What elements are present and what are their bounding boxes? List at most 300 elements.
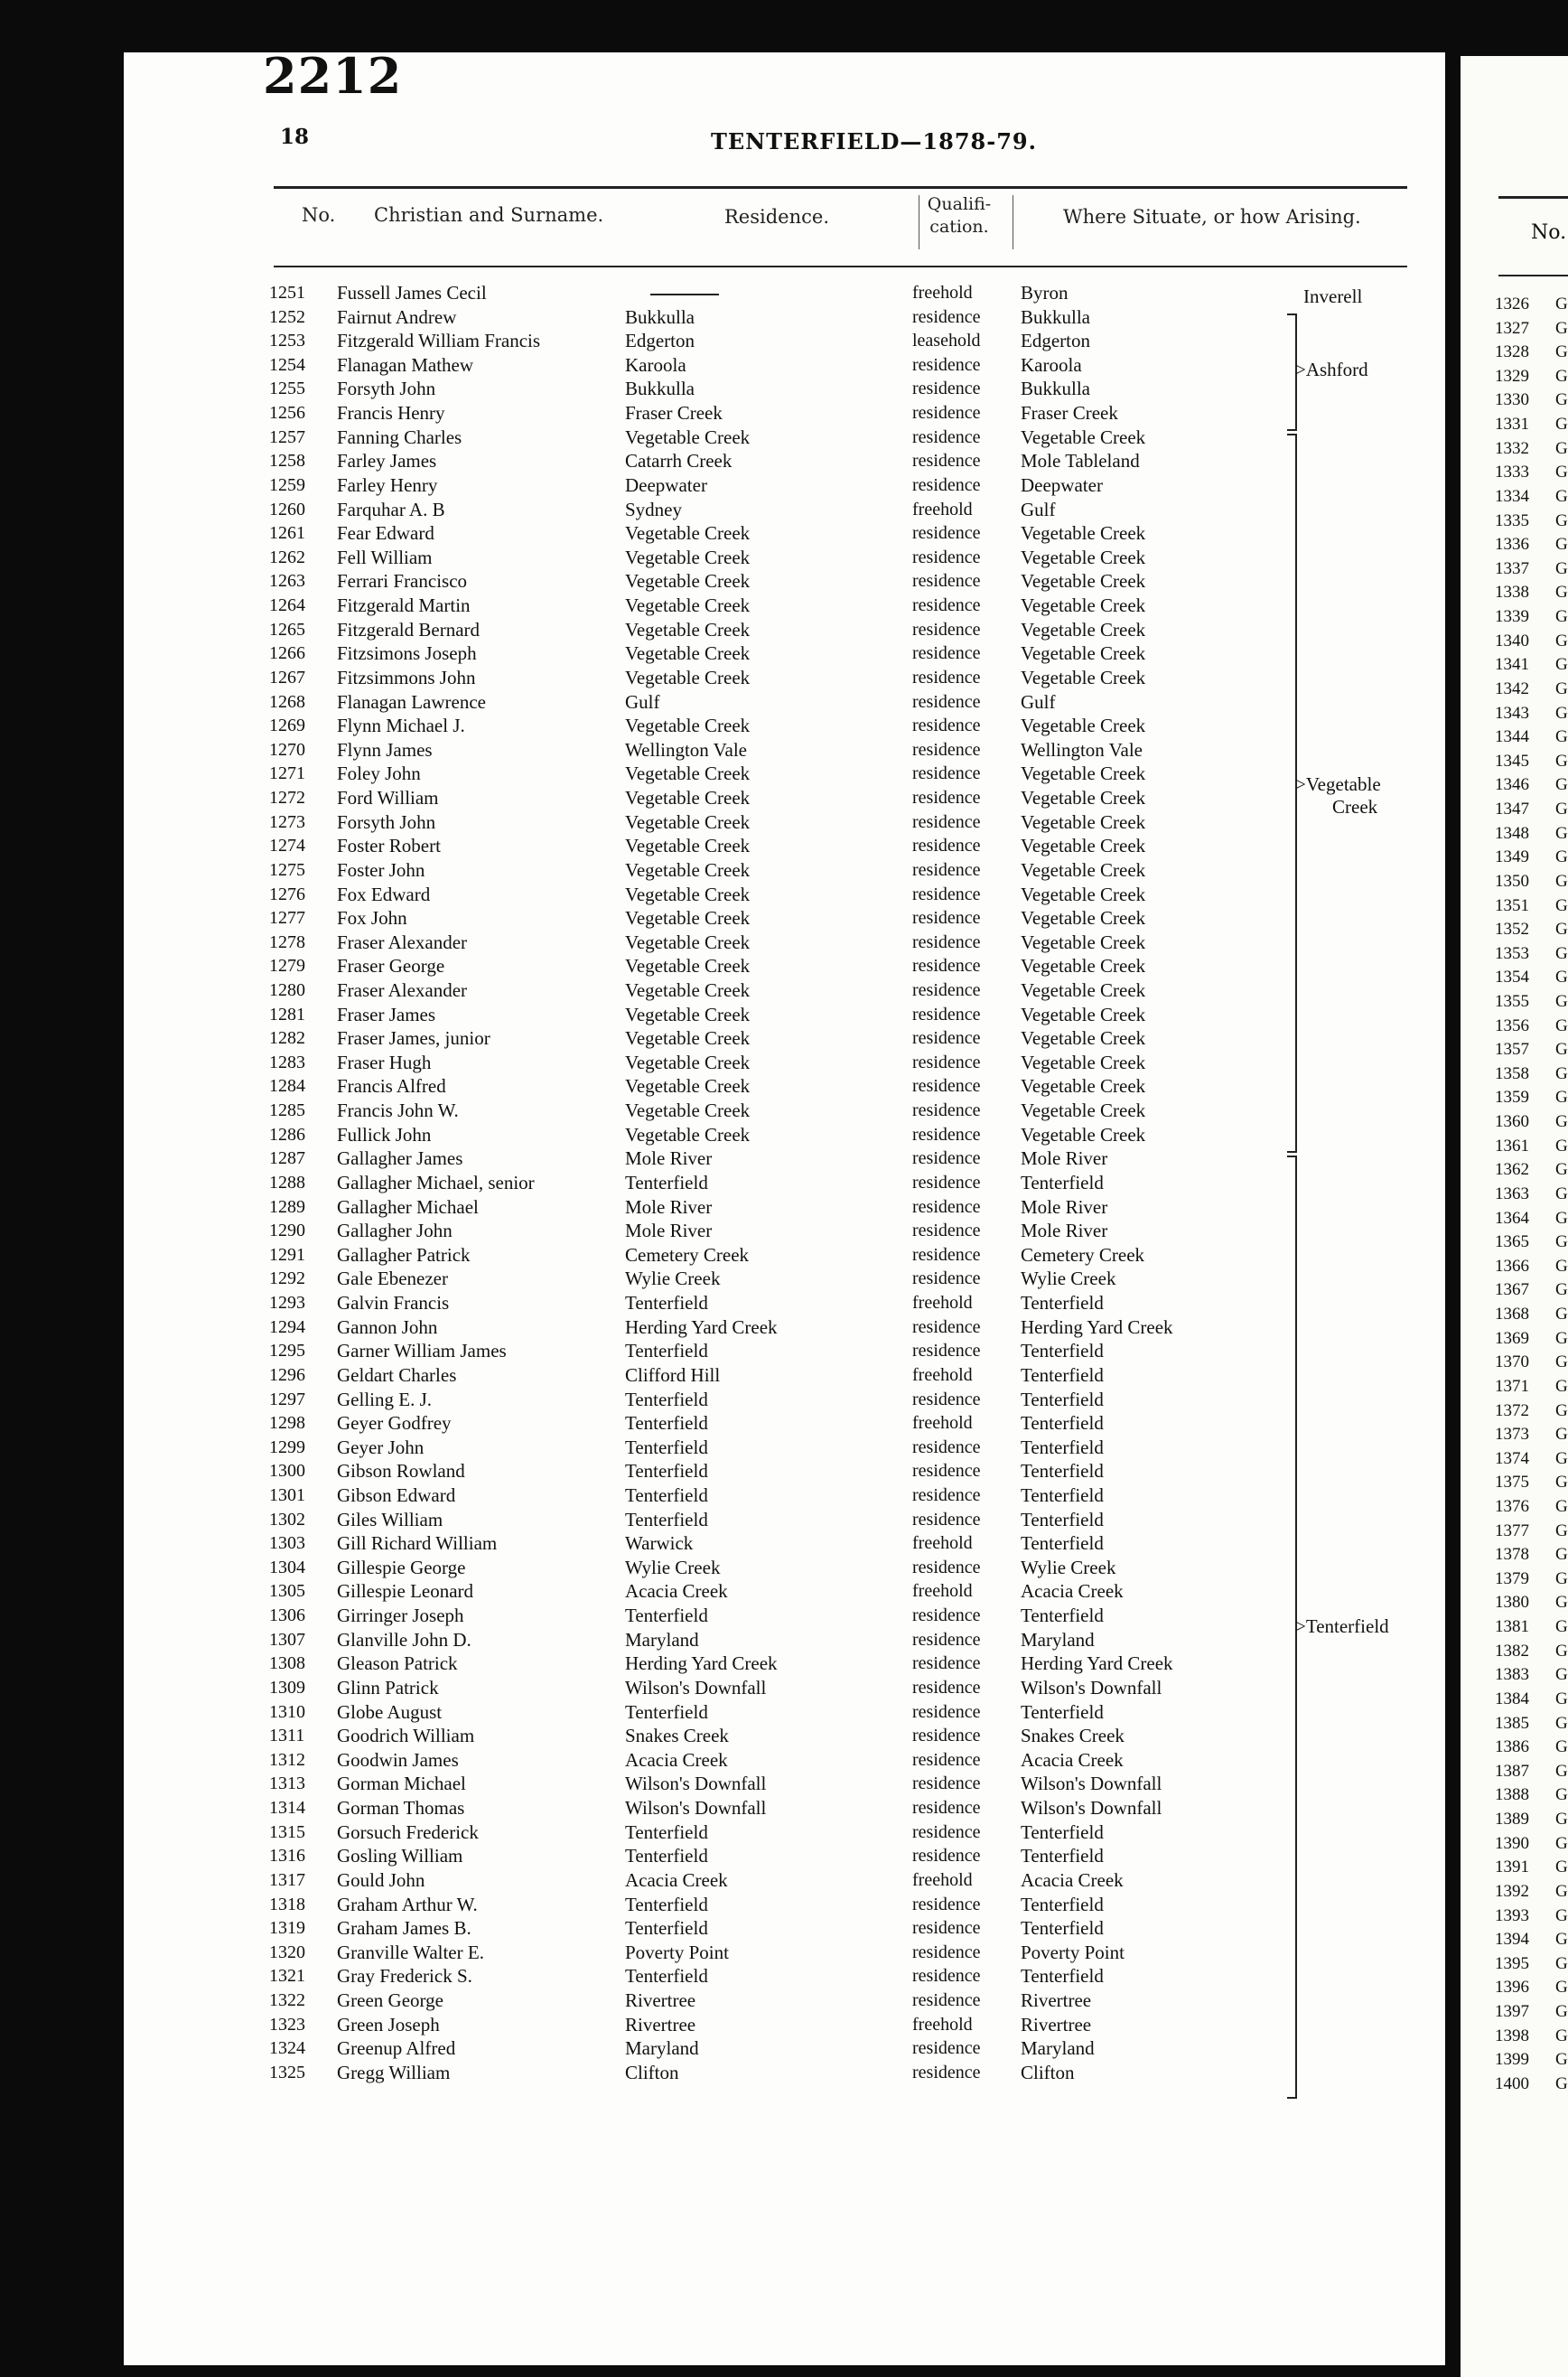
entry-name: Gorman Thomas [337,1797,465,1820]
adjacent-entry-number: 1336 [1495,535,1529,555]
entry-number: 1311 [269,1726,305,1746]
adjacent-entry-initial: G [1555,1497,1568,1516]
entry-residence: Fraser Creek [625,402,723,425]
entry-number: 1303 [269,1533,305,1554]
group-label-tenterfield: >Tenterfield [1295,1615,1389,1637]
adjacent-entry-initial: G [1555,1568,1568,1588]
adjacent-row [1461,1856,1568,1880]
adjacent-row [1461,1399,1568,1424]
adjacent-row [1461,1783,1568,1808]
adjacent-row [1461,1110,1568,1135]
adjacent-row [1461,822,1568,847]
adjacent-entry-number: 1399 [1495,2050,1529,2070]
adjacent-row [1461,653,1568,678]
entry-residence: Tenterfield [625,1965,708,1988]
adjacent-entry-initial: G [1555,510,1568,530]
entry-name: Forsyth John [337,378,436,400]
table-row [0,1796,1568,1820]
entry-residence: Maryland [625,2037,699,2060]
adjacent-entry-initial: G [1555,847,1568,867]
table-row [0,1989,1568,2013]
entry-where: Tenterfield [1021,1820,1104,1843]
entry-number: 1317 [269,1869,305,1890]
entry-number: 1294 [269,1316,305,1337]
entry-qualification: residence [912,1221,981,1241]
entry-where: Maryland [1021,1628,1095,1651]
col-header-no: No. [302,204,336,226]
entry-number: 1314 [269,1798,305,1819]
entry-residence: Acacia Creek [625,1748,728,1771]
running-head: TENTERFIELD—1878-79. [711,128,1037,154]
entry-residence: Tenterfield [625,1292,708,1315]
entry-residence: Vegetable Creek [625,1123,751,1146]
entry-qualification: freehold [912,1533,973,1554]
entry-number: 1279 [269,956,305,977]
adjacent-entry-number: 1362 [1495,1160,1529,1180]
entry-where: Herding Yard Creek [1021,1652,1173,1675]
adjacent-entry-initial: G [1555,823,1568,843]
table-row [0,1844,1568,1868]
entry-name: Francis Henry [337,402,445,425]
entry-number: 1293 [269,1293,305,1314]
entry-name: Goodwin James [337,1748,459,1771]
table-row [0,546,1568,570]
adjacent-entry-initial: G [1555,1136,1568,1156]
adjacent-entry-number: 1381 [1495,1617,1529,1637]
adjacent-row [1461,485,1568,510]
entry-where: Vegetable Creek [1021,715,1146,737]
adjacent-row [1461,1158,1568,1183]
adjacent-row [1461,365,1568,389]
entry-qualification: residence [912,956,981,977]
entry-where: Mole River [1021,1195,1108,1218]
adjacent-row [1461,773,1568,798]
entry-where: Vegetable Creek [1021,522,1146,545]
table-row [0,931,1568,955]
entry-where: Tenterfield [1021,1460,1104,1483]
adjacent-entry-number: 1347 [1495,800,1529,819]
entry-qualification: residence [912,1701,981,1722]
entry-number: 1308 [269,1653,305,1674]
table-row [0,883,1568,907]
entry-qualification: residence [912,306,981,327]
entry-residence: Wylie Creek [625,1268,721,1290]
entry-residence: Wilson's Downfall [625,1797,767,1820]
entry-number: 1253 [269,331,305,351]
table-row [0,1003,1568,1027]
entry-number: 1251 [269,283,305,303]
adjacent-entry-initial: G [1555,968,1568,987]
adjacent-row [1461,1976,1568,2000]
entry-qualification: residence [912,571,981,592]
table-row [0,1700,1568,1725]
entry-where: Maryland [1021,2037,1095,2060]
adjacent-entry-initial: G [1555,775,1568,795]
table-row [0,1243,1568,1268]
table-row [0,1436,1568,1460]
entry-qualification: freehold [912,2014,973,2035]
adjacent-row [1461,1543,1568,1568]
adjacent-entry-number: 1345 [1495,751,1529,771]
entry-residence: Vegetable Creek [625,978,751,1001]
adjacent-row [1461,1183,1568,1207]
entry-name: Geyer John [337,1436,425,1458]
entry-number: 1288 [269,1172,305,1193]
adjacent-entry-initial: G [1555,1641,1568,1661]
adjacent-entry-initial: G [1555,1737,1568,1757]
adjacent-row [1461,1952,1568,1977]
entry-name: Fitzgerald Martin [337,594,471,617]
entry-name: Farley James [337,450,437,473]
adjacent-row [1461,942,1568,967]
entry-qualification: freehold [912,499,973,519]
adjacent-entry-number: 1391 [1495,1858,1529,1877]
table-row [0,1074,1568,1099]
table-row [0,1291,1568,1315]
adjacent-entry-number: 1360 [1495,1112,1529,1132]
adjacent-entry-initial: G [1555,486,1568,506]
entry-number: 1290 [269,1221,305,1241]
table-row [0,473,1568,498]
entry-where: Wilson's Downfall [1021,1773,1162,1795]
entry-name: Gosling William [337,1845,463,1867]
table-row [0,834,1568,858]
adjacent-entry-initial: G [1555,678,1568,698]
entry-number: 1301 [269,1485,305,1505]
adjacent-entry-initial: G [1555,871,1568,891]
adjacent-row [1461,1495,1568,1520]
entry-name: Ferrari Francisco [337,570,468,593]
entry-qualification: residence [912,1942,981,1962]
adjacent-entry-number: 1354 [1495,968,1529,987]
entry-qualification: freehold [912,1581,973,1602]
entry-number: 1299 [269,1436,305,1457]
table-row [0,1964,1568,1989]
entry-name: Fox John [337,907,407,930]
adjacent-entry-initial: G [1555,703,1568,723]
entry-where: Tenterfield [1021,1412,1104,1435]
entry-number: 1324 [269,2038,305,2059]
entry-name: Foster Robert [337,835,441,857]
adjacent-entry-number: 1339 [1495,607,1529,627]
entry-qualification: residence [912,523,981,544]
adjacent-entry-number: 1393 [1495,1905,1529,1925]
entry-number: 1286 [269,1124,305,1145]
entry-name: Fraser James [337,1003,436,1025]
group-label-tenterfield-text: Tenterfield [1305,1615,1389,1637]
entry-qualification: residence [912,1052,981,1072]
entry-number: 1268 [269,691,305,712]
entry-residence: Sydney [625,498,682,520]
adjacent-entry-number: 1363 [1495,1184,1529,1203]
adjacent-row [1461,388,1568,413]
entry-qualification: residence [912,1918,981,1939]
entry-qualification: residence [912,1076,981,1097]
adjacent-entry-initial: G [1555,1761,1568,1781]
entry-number: 1258 [269,451,305,472]
adjacent-entry-number: 1332 [1495,438,1529,458]
table-row [0,1579,1568,1604]
entry-where: Rivertree [1021,2013,1092,2035]
adjacent-entry-initial: G [1555,295,1568,314]
entry-qualification: freehold [912,283,973,303]
entry-qualification: residence [912,474,981,495]
adjacent-row [1461,1615,1568,1640]
table-row [0,569,1568,594]
header-top-rule [274,186,1407,189]
entry-qualification: residence [912,354,981,375]
entry-where: Mole River [1021,1220,1108,1242]
adjacent-entry-initial: G [1555,1015,1568,1035]
adjacent-row [1461,870,1568,894]
entry-number: 1302 [269,1509,305,1530]
entry-residence: Vegetable Creek [625,522,751,545]
entry-residence: Tenterfield [625,1605,708,1627]
adjacent-entry-initial: G [1555,920,1568,940]
entry-qualification: residence [912,763,981,784]
table-row [0,1916,1568,1941]
entry-qualification: residence [912,1461,981,1482]
entry-number: 1262 [269,547,305,567]
adjacent-entry-initial: G [1555,800,1568,819]
table-row [0,1339,1568,1363]
adjacent-entry-number: 1378 [1495,1545,1529,1565]
entry-qualification: residence [912,788,981,809]
entry-qualification: residence [912,426,981,447]
entry-name: Galvin Francis [337,1292,450,1315]
adjacent-entry-number: 1397 [1495,2002,1529,2022]
entry-name: Fitzgerald Bernard [337,618,481,641]
entry-qualification: residence [912,1148,981,1169]
table-row [0,1772,1568,1796]
entry-residence: Clifford Hill [625,1363,721,1386]
adjacent-row [1461,1447,1568,1472]
entry-where: Gulf [1021,690,1056,713]
adjacent-entry-initial: G [1555,1400,1568,1420]
entry-residence: Vegetable Creek [625,763,751,785]
entry-qualification: residence [912,1677,981,1698]
adjacent-entry-number: 1392 [1495,1881,1529,1901]
entry-number: 1320 [269,1942,305,1962]
entry-where: Vegetable Creek [1021,1123,1146,1146]
entry-name: Greenup Alfred [337,2037,456,2060]
adjacent-row [1461,1062,1568,1087]
entry-number: 1297 [269,1389,305,1409]
entry-where: Vegetable Creek [1021,1100,1146,1122]
adjacent-entry-number: 1395 [1495,1953,1529,1973]
table-row [0,1556,1568,1580]
adjacent-row [1461,1278,1568,1303]
entry-residence: Vegetable Creek [625,618,751,641]
entry-qualification: residence [912,1653,981,1674]
entry-qualification: residence [912,1316,981,1337]
adjacent-entry-number: 1344 [1495,727,1529,747]
col-header-residence: Residence. [724,206,829,228]
entry-residence: Maryland [625,1628,699,1651]
entry-residence: Gulf [625,690,660,713]
adjacent-entry-number: 1338 [1495,583,1529,603]
entry-qualification: freehold [912,1869,973,1890]
adjacent-entry-number: 1390 [1495,1833,1529,1853]
adjacent-entry-number: 1352 [1495,920,1529,940]
entry-residence: Wilson's Downfall [625,1773,767,1795]
entry-qualification: residence [912,619,981,640]
entry-name: Glanville John D. [337,1628,471,1651]
adjacent-entry-number: 1388 [1495,1785,1529,1805]
adjacent-entry-initial: G [1555,1063,1568,1083]
adjacent-entry-initial: G [1555,631,1568,650]
group-label-ashford-text: Ashford [1305,359,1368,380]
adjacent-entry-number: 1348 [1495,823,1529,843]
entry-name: Gleason Patrick [337,1652,458,1675]
entry-where: Deepwater [1021,473,1103,496]
adjacent-entry-number: 1384 [1495,1689,1529,1708]
entry-residence: Tenterfield [625,1893,708,1915]
entry-residence: Vegetable Creek [625,715,751,737]
adjacent-entry-number: 1330 [1495,390,1529,410]
adjacent-row [1461,581,1568,605]
entry-name: Gorsuch Frederick [337,1820,479,1843]
entry-number: 1252 [269,306,305,327]
adjacent-entry-initial: G [1555,1545,1568,1565]
table-row [0,738,1568,763]
adjacent-entry-number: 1383 [1495,1665,1529,1685]
adjacent-row [1461,510,1568,534]
table-row [0,1411,1568,1436]
adjacent-entry-number: 1333 [1495,463,1529,482]
adjacent-entry-initial: G [1555,1256,1568,1276]
adjacent-entry-number: 1358 [1495,1063,1529,1083]
entry-number: 1319 [269,1918,305,1939]
adjacent-entry-number: 1369 [1495,1328,1529,1348]
adjacent-row [1461,966,1568,990]
table-row [0,1820,1568,1845]
entry-number: 1298 [269,1413,305,1434]
adjacent-row [1461,1207,1568,1231]
entry-residence: Vegetable Creek [625,931,751,953]
entry-name: Globe August [337,1700,443,1723]
adjacent-entry-initial: G [1555,727,1568,747]
entry-name: Fraser George [337,955,445,978]
entry-residence: Vegetable Creek [625,570,751,593]
entry-where: Vegetable Creek [1021,1051,1146,1073]
entry-where: Acacia Creek [1021,1868,1124,1891]
table-row [0,666,1568,690]
adjacent-entry-initial: G [1555,415,1568,435]
page-number: 18 [280,125,310,149]
entry-where: Tenterfield [1021,1700,1104,1723]
entry-residence: Vegetable Creek [625,883,751,905]
entry-number: 1296 [269,1364,305,1385]
entry-number: 1289 [269,1196,305,1217]
entry-where: Vegetable Creek [1021,787,1146,809]
entry-name: Green George [337,1989,443,2012]
entry-qualification: residence [912,1846,981,1867]
entry-name: Granville Walter E. [337,1941,484,1963]
adjacent-row [1461,1015,1568,1039]
entry-name: Fraser Alexander [337,931,468,953]
entry-number: 1313 [269,1773,305,1794]
adjacent-entry-initial: G [1555,463,1568,482]
adjacent-entry-initial: G [1555,751,1568,771]
entry-residence: Vegetable Creek [625,594,751,617]
adjacent-row [1461,1568,1568,1592]
adjacent-entry-initial: G [1555,1617,1568,1637]
entry-where: Tenterfield [1021,1171,1104,1193]
adjacent-row [1461,990,1568,1015]
entry-name: Fitzgerald William Francis [337,330,541,352]
entry-qualification: residence [912,595,981,616]
group-label-ashford: >Ashford [1295,359,1368,380]
table-row [0,1219,1568,1243]
table-row [0,978,1568,1003]
adjacent-entry-number: 1385 [1495,1713,1529,1733]
entry-residence: Wylie Creek [625,1556,721,1578]
entry-where: Vegetable Creek [1021,835,1146,857]
entry-name: Graham James B. [337,1917,471,1940]
adjacent-row [1461,461,1568,485]
entry-qualification: residence [912,908,981,929]
adjacent-entry-number: 1365 [1495,1232,1529,1252]
entry-qualification: leasehold [912,331,981,351]
entry-where: Tenterfield [1021,1484,1104,1506]
table-row [0,1195,1568,1220]
adjacent-row [1461,1712,1568,1736]
entry-residence: Vegetable Creek [625,1075,751,1098]
adjacent-row [1461,1640,1568,1664]
entry-where: Vegetable Creek [1021,546,1146,568]
entry-residence: Vegetable Creek [625,1027,751,1050]
entry-name: Fraser Hugh [337,1051,432,1073]
adjacent-entry-initial: G [1555,1810,1568,1830]
adjacent-entry-initial: G [1555,318,1568,338]
entry-qualification: residence [912,1726,981,1746]
adjacent-entry-initial: G [1555,1425,1568,1445]
entry-number: 1318 [269,1894,305,1914]
entry-number: 1325 [269,2062,305,2082]
adjacent-row [1461,1303,1568,1327]
adjacent-row [1461,413,1568,437]
entry-name: Graham Arthur W. [337,1893,478,1915]
entry-number: 1315 [269,1821,305,1842]
entry-name: Gray Frederick S. [337,1965,472,1988]
entry-residence: Acacia Creek [625,1868,728,1891]
entry-residence: Vegetable Creek [625,787,751,809]
entry-qualification: residence [912,1749,981,1770]
entry-name: Goodrich William [337,1725,475,1747]
adjacent-row [1461,1086,1568,1110]
entry-residence: Vegetable Creek [625,1051,751,1073]
entry-where: Vegetable Creek [1021,570,1146,593]
entry-qualification: residence [912,643,981,664]
adjacent-entry-number: 1373 [1495,1425,1529,1445]
adjacent-entry-number: 1337 [1495,558,1529,578]
table-row [0,906,1568,931]
adjacent-row [1461,750,1568,774]
entry-name: Foley John [337,763,421,785]
entry-residence: Clifton [625,2061,679,2083]
entry-residence: Vegetable Creek [625,835,751,857]
adjacent-entry-number: 1327 [1495,318,1529,338]
entry-where: Vegetable Creek [1021,763,1146,785]
table-row [0,641,1568,666]
entry-qualification: residence [912,1990,981,2011]
adjacent-entry-initial: G [1555,1160,1568,1180]
entry-qualification: residence [912,1629,981,1650]
adjacent-entry-initial: G [1555,558,1568,578]
entry-residence: Tenterfield [625,1340,708,1362]
entry-residence: Vegetable Creek [625,810,751,833]
